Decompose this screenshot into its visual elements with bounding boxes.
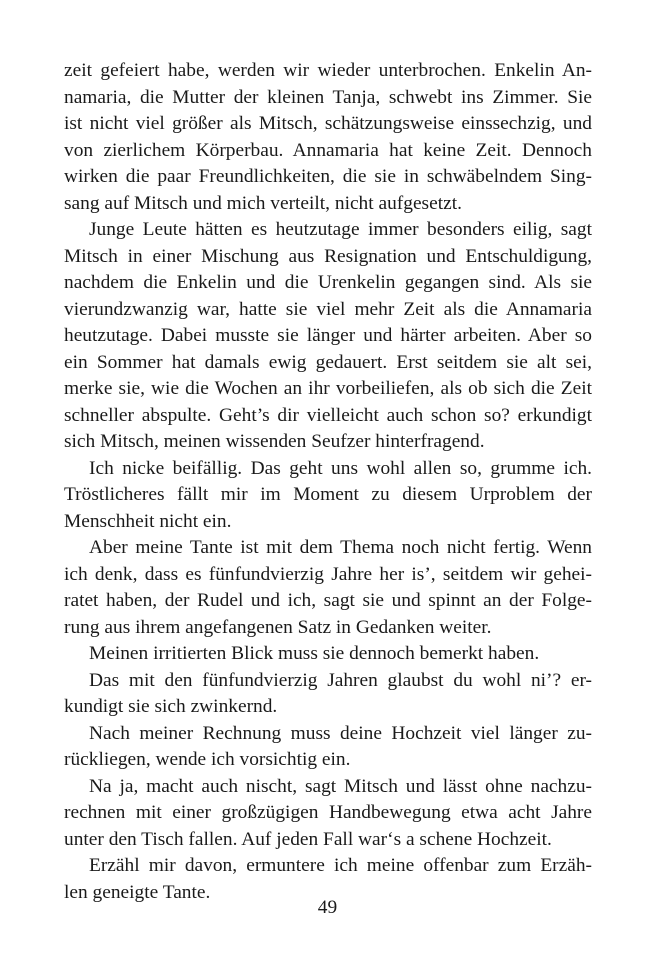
text-line: rung aus ihrem angefangenen Satz in Gedanken weiter. [64,616,492,638]
text-line: schneller abspulte. Geht’s dir vielleicht auch schon so? erkundigt [64,404,592,426]
text-line: heutzutage. Dabei musste sie länger und härter arbeiten. Aber so [64,325,592,346]
text-line: Das mit den fünfundvierzig Jahren glaubst du wohl ni’? er- [89,669,592,691]
text-line: Na ja, macht auch nischt, sagt Mitsch und lässt ohne nachzu- [89,775,592,797]
text-line: zeit gefeiert habe, werden wir wieder unterbrochen. Enkelin An- [64,60,592,81]
text-line: ich denk, dass es fünfundvierzig Jahre her is’, seitdem wir gehei- [64,563,592,585]
text-line: kundigt sie sich zwinkernd. [64,696,278,717]
text-line: Tröstlicheres fällt mir im Moment zu diesem Urproblem der [64,484,592,505]
text-line: ist nicht viel größer als Mitsch, schätzungsweise einssechzig, und [64,113,592,134]
page-number: 49 [317,897,338,918]
text-line: Junge Leute hätten es heutzutage immer besonders eilig, sagt [89,219,592,240]
text-line: wirken die paar Freundlichkeiten, die sie in schwäbelndem Sing- [64,166,592,187]
text-line: Mitsch in einer Mischung aus Resignation und Entschuldigung, [64,245,592,267]
text-line: unter den Tisch fallen. Auf jeden Fall war‘s a schene Hochzeit. [64,828,552,850]
text-line: Ich nicke beifällig. Das geht uns wohl allen so, grumme ich. [89,457,592,479]
text-line: merke sie, wie die Wochen an ihr vorbeiliefen, als ob sich die Zeit [64,378,592,399]
text-line: vierundzwanzig war, hatte sie viel mehr Zeit als die Annamaria [64,298,592,320]
text-line: rechnen mit einer großzügigen Handbewegung etwa acht Jahre [64,802,592,823]
text-line: namaria, die Mutter der kleinen Tanja, schwebt ins Zimmer. Sie [64,86,592,108]
text-line: Meinen irritierten Blick muss sie dennoch bemerkt haben. [89,643,540,664]
text-line: nachdem die Enkelin und die Urenkelin gegangen sind. Als sie [64,272,592,293]
text-line: len geneigte Tante. [64,881,211,903]
text-line: sang auf Mitsch und mich verteilt, nicht aufgesetzt. [64,192,462,214]
body-text [64,58,592,906]
text-line: von zierlichem Körperbau. Annamaria hat keine Zeit. Dennoch [64,139,592,161]
text-line: Erzähl mir davon, ermuntere ich meine offenbar zum Erzäh- [89,855,592,876]
text-line: Aber meine Tante ist mit dem Thema noch nicht fertig. Wenn [89,537,592,558]
text-line: Nach meiner Rechnung muss deine Hochzeit viel länger zu- [89,722,592,744]
text-line: ein Sommer hat damals ewig gedauert. Erst seitdem sie alt sei, [64,351,592,373]
text-line: sich Mitsch, meinen wissenden Seufzer hinterfragend. [64,431,485,452]
text-line: Menschheit nicht ein. [64,510,232,532]
text-line: rückliegen, wende ich vorsichtig ein. [64,749,351,770]
text-line: ratet haben, der Rudel und ich, sagt sie und spinnt an der Folge- [64,590,592,611]
